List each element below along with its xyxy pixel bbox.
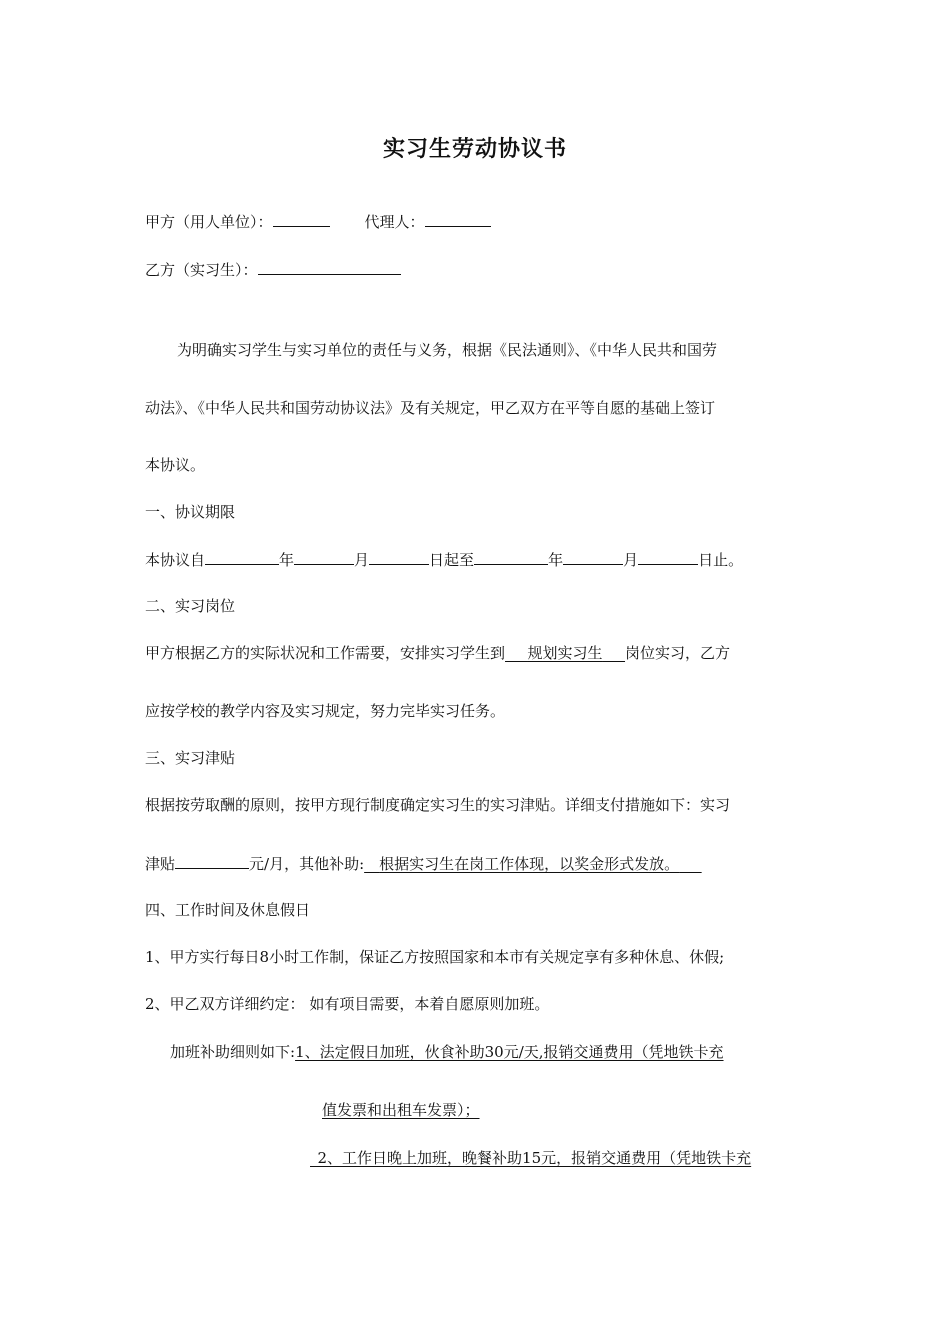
position-line-2: 应按学校的教学内容及实习规定，努力完毕实习任务。: [145, 702, 506, 720]
document-title: 实习生劳动协议书: [382, 137, 567, 162]
overtime-rule-2a-wrap: [310, 1149, 751, 1167]
allowance-text-pre: 津贴: [145, 855, 176, 873]
start-month-blank: [294, 549, 354, 565]
overtime-line-1: [170, 1042, 724, 1062]
allowance-amount-blank: [175, 853, 249, 869]
end-day-blank: [638, 549, 698, 565]
work-hours-item-1: 1、甲方实行每日8小时工作制，保证乙方按照国家和本市有关规定享有多种休息、休假;: [145, 948, 725, 966]
overtime-line-3: [310, 1148, 751, 1168]
party-b-blank: [258, 259, 401, 275]
overtime-rule-1a: 1、法定假日加班，伙食补助30元/天,报销交通费用（凭地铁卡充: [295, 1043, 724, 1061]
end-year-blank: [474, 549, 548, 565]
position-line-1: [145, 643, 730, 663]
section-1-heading: 一、协议期限: [145, 503, 236, 521]
intro-line-1: 为明确实习学生与实习单位的责任与义务，根据《民法通则》、《中华人民共和国劳: [177, 341, 718, 359]
end-month-blank: [563, 549, 623, 565]
start-year-blank: [205, 549, 279, 565]
other-allowance-value: [364, 855, 702, 873]
section-2-heading: 二、实习岗位: [145, 597, 236, 615]
work-hours-item-2: 2、甲乙双方详细约定： 如有项目需要，本着自愿原则加班。: [145, 995, 550, 1013]
agent-blank: [425, 211, 491, 227]
party-b-line: [145, 259, 401, 280]
agent-label: 代理人：: [364, 213, 425, 231]
allowance-text-mid: 元/月，其他补助:: [249, 855, 365, 873]
party-b-label: 乙方（实习生）：: [145, 261, 258, 279]
overtime-label: 加班补助细则如下:: [170, 1043, 296, 1061]
party-a-label: 甲方（用人单位）：: [145, 213, 273, 231]
intro-line-3: 本协议。: [145, 456, 206, 474]
term-text-month-2: 月: [623, 551, 639, 569]
term-text-year-2: 年: [548, 551, 564, 569]
overtime-rule-1b: 值发票和出租车发票）；: [322, 1101, 480, 1119]
term-text-month: 月: [354, 551, 370, 569]
term-text-end: 日止。: [698, 551, 744, 569]
overtime-line-2: [322, 1100, 480, 1120]
section-4-heading: 四、工作时间及休息假日: [145, 901, 311, 919]
position-text-post: 岗位实习，乙方: [625, 644, 731, 662]
party-a-blank: [273, 211, 330, 227]
term-text-start: 本协议自: [145, 551, 206, 569]
other-allowance-text: 根据实习生在岗工作体现，以奖金形式发放。: [379, 855, 680, 873]
position-value: [505, 644, 625, 662]
section-3-heading: 三、实习津贴: [145, 749, 236, 767]
allowance-line-2: [145, 853, 702, 874]
term-line: [145, 549, 743, 570]
term-text-until: 日起至: [429, 551, 475, 569]
position-name: 规划实习生: [527, 644, 603, 662]
allowance-line-1: 根据按劳取酬的原则，按甲方现行制度确定实习生的实习津贴。详细支付措施如下：实习: [145, 796, 731, 814]
position-text-pre: 甲方根据乙方的实际状况和工作需要，安排实习学生到: [145, 644, 506, 662]
start-day-blank: [369, 549, 429, 565]
intro-line-2: 动法》、《中华人民共和国劳动协议法》及有关规定，甲乙双方在平等自愿的基础上签订: [145, 399, 716, 417]
overtime-rule-2a: 2、工作日晚上加班，晚餐补助15元，报销交通费用（凭地铁卡充: [317, 1149, 752, 1167]
term-text-year: 年: [279, 551, 295, 569]
party-a-line: [145, 211, 491, 232]
